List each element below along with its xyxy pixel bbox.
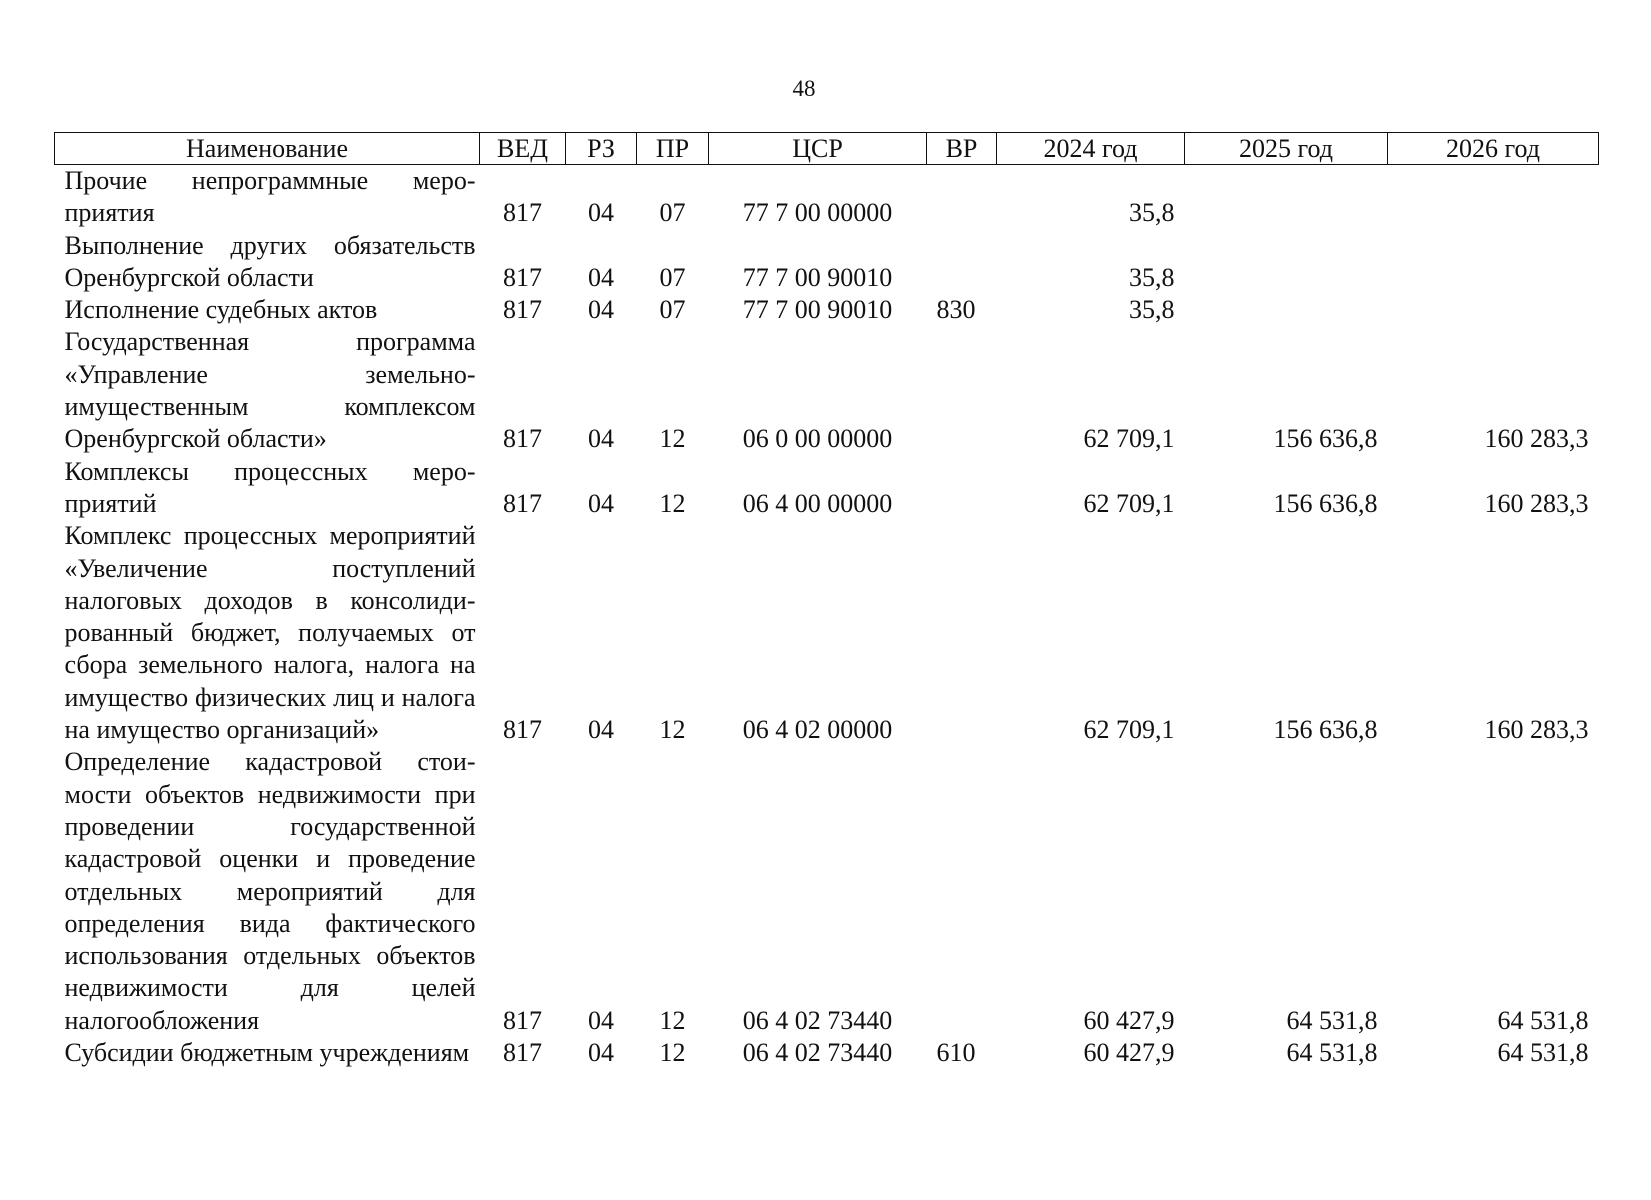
row-name: Выполнение других обязательств Оренбургской области bbox=[64, 230, 476, 292]
table-row bbox=[55, 1037, 1599, 1069]
page-number: 48 bbox=[792, 76, 816, 101]
row-2025: 64 531,8 bbox=[1286, 1038, 1378, 1068]
header-name: Наименование bbox=[55, 133, 480, 165]
row-vr bbox=[927, 456, 997, 521]
table-row bbox=[55, 326, 1599, 455]
row-csr: 06 0 00 00000 bbox=[742, 424, 893, 454]
row-rz: 04 bbox=[588, 1005, 614, 1035]
row-2026: 64 531,8 bbox=[1497, 1005, 1589, 1035]
table-row bbox=[55, 456, 1599, 521]
row-csr: 77 7 00 00000 bbox=[742, 198, 893, 228]
row-ved: 817 bbox=[503, 1005, 542, 1035]
table-row bbox=[55, 294, 1599, 326]
table-row bbox=[55, 165, 1599, 230]
row-ved: 817 bbox=[503, 262, 542, 292]
table-row bbox=[55, 746, 1599, 1037]
budget-table bbox=[54, 132, 1599, 1069]
row-rz: 04 bbox=[588, 295, 614, 325]
row-csr: 77 7 00 90010 bbox=[742, 262, 893, 292]
header-pr: ПР bbox=[637, 133, 709, 165]
row-name: Прочие непрограммные мероприятия bbox=[64, 166, 476, 228]
header-vr: ВР bbox=[927, 133, 997, 165]
row-2026 bbox=[1388, 165, 1599, 230]
header-csr: ЦСР bbox=[709, 133, 927, 165]
row-ved: 817 bbox=[503, 424, 542, 454]
table-row bbox=[55, 520, 1599, 746]
row-2026: 160 283,3 bbox=[1484, 424, 1589, 454]
row-2024: 35,8 bbox=[1129, 295, 1175, 325]
row-name: Субсидии бюджетным учреждениям bbox=[64, 1038, 470, 1068]
row-2024: 62 709,1 bbox=[1083, 715, 1175, 745]
header-2024: 2024 год bbox=[997, 133, 1185, 165]
row-pr: 12 bbox=[659, 1038, 686, 1068]
header-2025: 2025 год bbox=[1185, 133, 1388, 165]
row-name: Государственная программа «Управление земельно-имущественным комплексом Оренбургской области» bbox=[64, 327, 476, 454]
row-csr: 77 7 00 90010 bbox=[742, 295, 893, 325]
row-pr: 07 bbox=[659, 198, 686, 228]
row-pr: 12 bbox=[659, 488, 686, 518]
row-name: Определение кадастровой стоимости объектов недвижимости при проведении государственной кадастровой оценки и проведение отдельных мероприятий для определения вида фактического использования отдельных объектов недвижимости для целей налогообложения bbox=[64, 747, 476, 1035]
row-vr bbox=[927, 230, 997, 295]
row-vr bbox=[927, 165, 997, 230]
row-csr: 06 4 02 73440 bbox=[742, 1005, 893, 1035]
row-rz: 04 bbox=[588, 715, 614, 745]
row-vr: 610 bbox=[936, 1038, 976, 1068]
row-pr: 12 bbox=[659, 424, 686, 454]
row-name: Исполнение судебных актов bbox=[64, 295, 378, 325]
row-2026: 160 283,3 bbox=[1484, 488, 1589, 518]
row-vr bbox=[927, 520, 997, 746]
row-rz: 04 bbox=[588, 198, 614, 228]
row-vr bbox=[927, 326, 997, 455]
row-csr: 06 4 02 73440 bbox=[742, 1038, 893, 1068]
row-ved: 817 bbox=[503, 715, 542, 745]
row-2024: 62 709,1 bbox=[1083, 424, 1175, 454]
header-ved: ВЕД bbox=[480, 133, 566, 165]
row-2024: 62 709,1 bbox=[1083, 488, 1175, 518]
row-ved: 817 bbox=[503, 1038, 542, 1068]
row-2025: 156 636,8 bbox=[1273, 715, 1378, 745]
header-rz: РЗ bbox=[566, 133, 637, 165]
row-name: Комплекс процессных мероприятий «Увеличение поступлений налоговых доходов в консолидированный бюджет, получаемых от сбора земельного налога, налога на имущество физических лиц и налога на имущество организаций» bbox=[64, 521, 476, 745]
row-2025 bbox=[1185, 230, 1388, 295]
row-vr: 830 bbox=[936, 295, 976, 325]
row-rz: 04 bbox=[588, 488, 614, 518]
row-2026 bbox=[1388, 230, 1599, 295]
row-2024: 35,8 bbox=[1129, 198, 1175, 228]
row-2026: 64 531,8 bbox=[1497, 1038, 1589, 1068]
row-2024: 60 427,9 bbox=[1083, 1005, 1175, 1035]
row-2025: 156 636,8 bbox=[1273, 488, 1378, 518]
row-csr: 06 4 02 00000 bbox=[742, 715, 893, 745]
row-pr: 12 bbox=[659, 715, 686, 745]
row-pr: 07 bbox=[659, 262, 686, 292]
row-2025 bbox=[1185, 165, 1388, 230]
row-2025: 156 636,8 bbox=[1273, 424, 1378, 454]
row-2024: 60 427,9 bbox=[1083, 1038, 1175, 1068]
row-rz: 04 bbox=[588, 1038, 614, 1068]
row-ved: 817 bbox=[503, 198, 542, 228]
row-2025: 64 531,8 bbox=[1286, 1005, 1378, 1035]
row-2026: 160 283,3 bbox=[1484, 715, 1589, 745]
row-vr bbox=[927, 746, 997, 1037]
row-csr: 06 4 00 00000 bbox=[742, 488, 893, 518]
table-row bbox=[55, 230, 1599, 295]
row-pr: 07 bbox=[659, 295, 686, 325]
row-pr: 12 bbox=[659, 1005, 686, 1035]
row-ved: 817 bbox=[503, 488, 542, 518]
row-rz: 04 bbox=[588, 424, 614, 454]
row-name: Комплексы процессных мероприятий bbox=[64, 456, 476, 518]
row-2024: 35,8 bbox=[1129, 262, 1175, 292]
row-2026 bbox=[1388, 294, 1599, 326]
row-rz: 04 bbox=[588, 262, 614, 292]
table-body bbox=[55, 165, 1599, 1070]
row-2025 bbox=[1185, 294, 1388, 326]
row-ved: 817 bbox=[503, 295, 542, 325]
table-header bbox=[55, 133, 1599, 165]
header-2026: 2026 год bbox=[1388, 133, 1599, 165]
